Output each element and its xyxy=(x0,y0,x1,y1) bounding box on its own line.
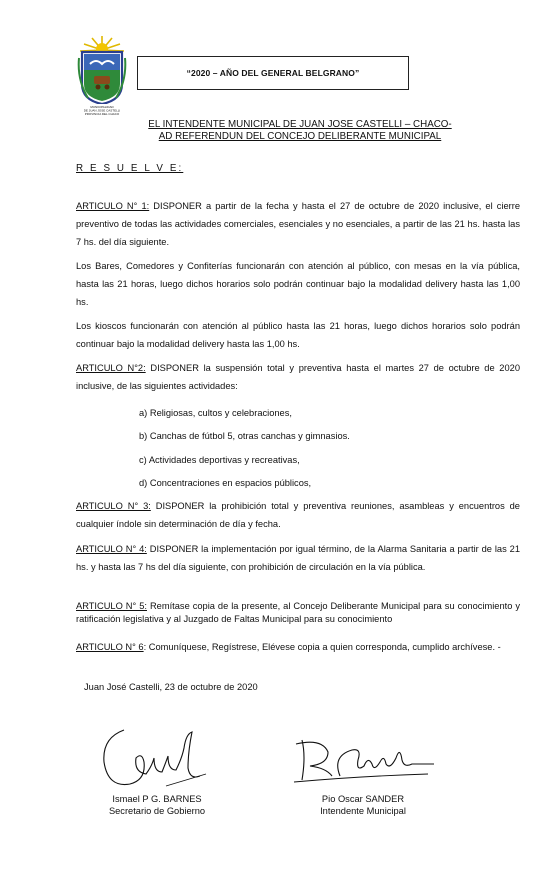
article-2 xyxy=(76,360,520,396)
municipal-seal-logo xyxy=(76,34,128,118)
activity-item-d: d) Concentraciones en espacios públicos, xyxy=(139,478,312,488)
article-3-text: DISPONER la prohibición total y preventiva reuniones, asambleas y encuentros de cualquier índole sin determinación de día y fecha. xyxy=(76,501,520,529)
signatory-1-name: Ismael P G. BARNES xyxy=(112,794,202,804)
activity-item-b: b) Canchas de fútbol 5, otras canchas y gimnasios. xyxy=(139,431,350,441)
article-5-text: Remítase copia de la presente, al Concejo Deliberante Municipal para su conocimiento y ratificación legislativa y al Juzgado de Faltas Municipal para su conocimiento xyxy=(76,601,520,624)
signatory-1-role: Secretario de Gobierno xyxy=(108,806,206,816)
article-2-label: ARTICULO N°2: xyxy=(76,363,146,373)
article-4 xyxy=(76,541,520,577)
paragraph-kioscos: Los kioscos funcionarán con atención al público hasta las 21 horas, luego dichos horarios solo podrán continuar bajo la modalidad delivery hasta las 1,00 hs. xyxy=(76,321,520,349)
article-5-label: ARTICULO N° 5: xyxy=(76,601,147,611)
activity-item-c: c) Actividades deportivas y recreativas, xyxy=(139,455,300,465)
year-banner: “2020 – AÑO DEL GENERAL BELGRANO” xyxy=(137,56,409,90)
article-1-text: DISPONER a partir de la fecha y hasta el 27 de octubre de 2020 inclusive, el cierre preventivo de todas las actividades comerciales, esenciales y no esenciales, a partir de las 21 hs. hasta las 7 hs. del día siguiente. xyxy=(76,201,520,247)
svg-text:DE JUAN JOSE CASTELLI: DE JUAN JOSE CASTELLI xyxy=(83,108,121,113)
article-6-label: ARTICULO N° 6 xyxy=(76,642,144,652)
article-5 xyxy=(76,600,520,626)
article-1 xyxy=(76,198,520,251)
article-3 xyxy=(76,498,520,534)
article-6 xyxy=(76,641,520,654)
signatory-2-role: Intendente Municipal xyxy=(320,806,406,816)
article-4-label: ARTICULO N° 4: xyxy=(76,544,147,554)
article-6-text: : Comuníquese, Regístrese, Elévese copia a quien corresponda, cumplido archívese. - xyxy=(143,642,501,652)
document-title-line2: AD REFERENDUN DEL CONCEJO DELIBERANTE MUNICIPAL xyxy=(158,131,442,142)
resuelve-heading: R E S U E L V E: xyxy=(76,163,184,174)
paragraph-bares: Los Bares, Comedores y Confiterías funcionarán con atención al público, con mesas en la vía pública, hasta las 21 horas, luego dichos horarios solo podrán continuar bajo la modalidad delivery hasta las 1,00 hs. xyxy=(76,261,520,307)
document-title-line1: EL INTENDENTE MUNICIPAL DE JUAN JOSE CASTELLI – CHACO- xyxy=(148,119,452,130)
signature-barnes xyxy=(96,722,214,792)
svg-text:PROVINCIA DEL CHACO: PROVINCIA DEL CHACO xyxy=(84,112,120,116)
activity-item-a: a) Religiosas, cultos y celebraciones, xyxy=(139,408,292,418)
article-4-text: DISPONER la implementación por igual término, de la Alarma Sanitaria a partir de las 21 hs. y hasta las 7 hs del día siguiente, con prohibición de circulación en la vía pública. xyxy=(76,544,520,572)
article-1-label: ARTICULO N° 1: xyxy=(76,201,150,211)
signature-sander xyxy=(292,736,442,788)
article-2-text: DISPONER la suspensión total y preventiva hasta el martes 27 de octubre de 2020 inclusive, de las siguientes actividades: xyxy=(76,363,520,391)
svg-text:MUNICIPALIDAD: MUNICIPALIDAD xyxy=(90,105,114,109)
place-and-date: Juan José Castelli, 23 de octubre de 2020 xyxy=(84,682,258,692)
signatory-2-name: Pio Oscar SANDER xyxy=(321,794,405,804)
article-3-label: ARTICULO N° 3: xyxy=(76,501,151,511)
